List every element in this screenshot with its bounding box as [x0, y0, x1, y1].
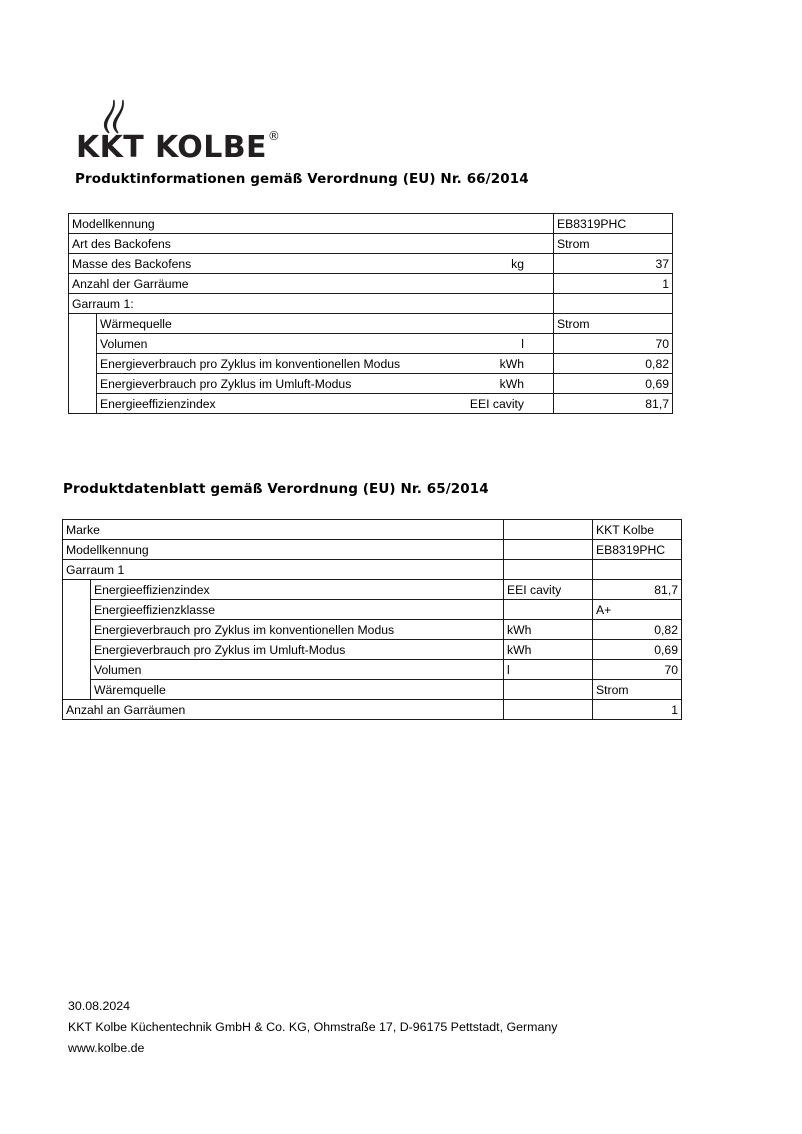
flame-smoke-icon: [92, 96, 162, 134]
table-row: [69, 334, 673, 354]
row-label-text: Energieverbrauch pro Zyklus im konventionellen Modus: [100, 356, 401, 371]
table-row: [69, 254, 673, 274]
row-label: Wäremquelle: [91, 680, 504, 700]
row-label: Energieverbrauch pro Zyklus im konventionellen Modus: [91, 620, 504, 640]
table-row: [63, 700, 682, 720]
table-row: [63, 600, 682, 620]
document-footer: [68, 996, 557, 1059]
row-unit: l: [521, 336, 525, 351]
table-66-body: [69, 214, 673, 414]
row-value: 1: [593, 700, 682, 720]
row-label-text: Energieverbrauch pro Zyklus im Umluft-Modus: [100, 376, 352, 391]
brand-wordmark: [76, 129, 396, 165]
table-row: [63, 620, 682, 640]
row-label-text: Masse des Backofens: [72, 256, 192, 271]
row-label: [97, 394, 554, 414]
brand-logo: [76, 96, 396, 164]
row-unit: [504, 680, 593, 700]
row-label-text: Energieeffizienzindex: [100, 396, 216, 411]
row-unit: kWh: [504, 620, 593, 640]
row-label: Anzahl an Garräumen: [63, 700, 504, 720]
row-label: Modellkennung: [63, 540, 504, 560]
row-value: EB8319PHC: [554, 214, 673, 234]
row-value: [593, 560, 682, 580]
row-label: Anzahl der Garräume: [69, 274, 554, 294]
row-value: KKT Kolbe: [593, 520, 682, 540]
row-value: 0,82: [593, 620, 682, 640]
table-row: [69, 294, 673, 314]
section-heading-66-2014: Produktinformationen gemäß Verordnung (EU) Nr. 66/2014: [75, 171, 529, 187]
row-label-text: Volumen: [100, 336, 148, 351]
section-heading-65-2014: Produktdatenblatt gemäß Verordnung (EU) Nr. 65/2014: [63, 481, 489, 497]
row-unit: EEI cavity: [504, 580, 593, 600]
footer-date: 30.08.2024: [68, 999, 131, 1013]
row-label: [97, 314, 554, 334]
row-label: [97, 334, 554, 354]
brand-wordmark-text: KKT KOLBE: [76, 130, 267, 165]
row-value: Strom: [593, 680, 682, 700]
table-row: [69, 214, 673, 234]
table-row: [69, 374, 673, 394]
registered-trademark-icon: ®: [267, 129, 281, 143]
row-label-text: Wärmequelle: [100, 316, 172, 331]
row-value: 70: [593, 660, 682, 680]
row-value: 70: [554, 334, 673, 354]
row-label: [97, 374, 554, 394]
row-unit: kWh: [504, 640, 593, 660]
row-label: Modellkennung: [69, 214, 554, 234]
row-unit: [504, 700, 593, 720]
row-label: Energieeffizienzindex: [91, 580, 504, 600]
row-value: EB8319PHC: [593, 540, 682, 560]
row-unit: kWh: [499, 376, 525, 391]
row-label: Garraum 1: [63, 560, 504, 580]
table-row: [63, 580, 682, 600]
row-unit: [504, 560, 593, 580]
indent-spacer: [63, 580, 91, 700]
row-value: Strom: [554, 234, 673, 254]
product-information-table-66-2014: [68, 213, 673, 414]
row-label: Garraum 1:: [69, 294, 554, 314]
row-value: A+: [593, 600, 682, 620]
row-label: Marke: [63, 520, 504, 540]
row-value: 81,7: [554, 394, 673, 414]
table-row: [69, 314, 673, 334]
table-row: [69, 234, 673, 254]
row-value: Strom: [554, 314, 673, 334]
row-unit: kg: [511, 256, 525, 271]
row-label: Volumen: [91, 660, 504, 680]
row-unit: l: [504, 660, 593, 680]
row-unit: [504, 540, 593, 560]
indent-spacer: [69, 314, 97, 414]
row-value: 0,82: [554, 354, 673, 374]
row-unit: [504, 600, 593, 620]
table-row: [63, 640, 682, 660]
row-value: 0,69: [593, 640, 682, 660]
row-unit: kWh: [499, 356, 525, 371]
row-unit: [504, 520, 593, 540]
footer-website: www.kolbe.de: [68, 1041, 145, 1055]
row-label: Art des Backofens: [69, 234, 554, 254]
table-row: [69, 274, 673, 294]
row-value: 0,69: [554, 374, 673, 394]
row-value: [554, 294, 673, 314]
row-label: [69, 254, 554, 274]
table-row: [63, 540, 682, 560]
table-row: [63, 660, 682, 680]
row-label: Energieverbrauch pro Zyklus im Umluft-Modus: [91, 640, 504, 660]
table-row: [63, 680, 682, 700]
table-row: [69, 394, 673, 414]
row-value: 37: [554, 254, 673, 274]
table-row: [63, 520, 682, 540]
row-label: Energieeffizienzklasse: [91, 600, 504, 620]
table-row: [63, 560, 682, 580]
row-value: 81,7: [593, 580, 682, 600]
row-value: 1: [554, 274, 673, 294]
footer-company-address: KKT Kolbe Küchentechnik GmbH & Co. KG, Ohmstraße 17, D-96175 Pettstadt, Germany: [68, 1020, 558, 1034]
row-unit: EEI cavity: [469, 396, 525, 411]
table-row: [69, 354, 673, 374]
table-65-body: [63, 520, 682, 720]
product-datasheet-table-65-2014: [62, 519, 682, 720]
row-label: [97, 354, 554, 374]
